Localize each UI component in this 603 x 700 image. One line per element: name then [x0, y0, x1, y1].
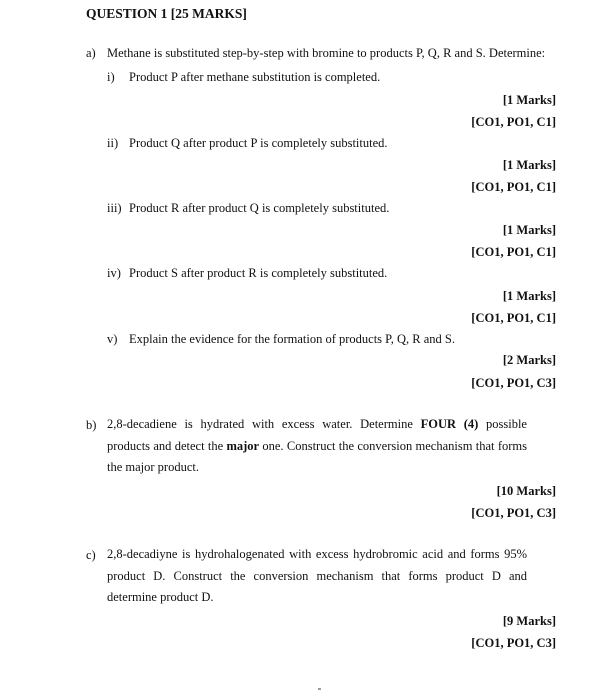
item-i-marks: [1 Marks] [502, 93, 556, 107]
part-b-marks: [10 Marks] [496, 484, 556, 498]
item-iii-co: [CO1, PO1, C1] [471, 245, 556, 259]
item-v-text: Explain the evidence for the formation of products P, Q, R and S. [129, 332, 455, 346]
item-ii-co: [CO1, PO1, C1] [471, 180, 556, 194]
part-b-bold-major: major [226, 438, 260, 453]
item-iii-marks: [1 Marks] [502, 223, 556, 237]
item-ii-text: Product Q after product P is completely substituted. [129, 136, 388, 150]
item-iii-text: Product R after product Q is completely substituted. [129, 201, 390, 215]
part-b-label: b) [86, 418, 97, 432]
part-b-text [107, 414, 527, 479]
item-i-number: i) [107, 70, 115, 84]
item-iv-text: Product S after product R is completely substituted. [129, 266, 388, 280]
part-a-label: a) [86, 46, 96, 60]
item-i-text: Product P after methane substitution is completed. [129, 70, 381, 84]
part-b-bold-four: FOUR (4) [420, 417, 479, 431]
item-v-number: v) [107, 332, 118, 346]
part-b-co: [CO1, PO1, C3] [471, 506, 556, 520]
item-v-co: [CO1, PO1, C3] [471, 376, 556, 390]
page-mark [318, 688, 321, 690]
item-ii-number: ii) [107, 136, 119, 150]
item-v-marks: [2 Marks] [502, 353, 556, 367]
item-iv-co: [CO1, PO1, C1] [471, 311, 556, 325]
part-a-intro: Methane is substituted step-by-step with bromine to products P, Q, R and S. Determine: [107, 46, 546, 60]
part-b-text-2: possible products and detect the [107, 417, 527, 453]
part-b-text-1: 2,8-decadiene is hydrated with excess water. Determine [107, 417, 421, 431]
question-title: QUESTION 1 [25 MARKS] [86, 6, 247, 21]
item-iv-marks: [1 Marks] [502, 289, 556, 303]
part-c-marks: [9 Marks] [502, 614, 556, 628]
item-iii-number: iii) [107, 201, 122, 215]
part-b-text-3: one. Construct the conversion mechanism that forms the major product. [107, 438, 527, 474]
item-ii-marks: [1 Marks] [502, 158, 556, 172]
part-c-text: 2,8-decadiyne is hydrohalogenated with excess hydrobromic acid and forms 95% product D. Construct the conversion mechanism that forms product D and determine product D. [107, 547, 527, 604]
item-iv-number: iv) [107, 266, 121, 280]
part-c-co: [CO1, PO1, C3] [471, 636, 556, 650]
part-c-label: c) [86, 548, 96, 562]
item-i-co: [CO1, PO1, C1] [471, 115, 556, 129]
